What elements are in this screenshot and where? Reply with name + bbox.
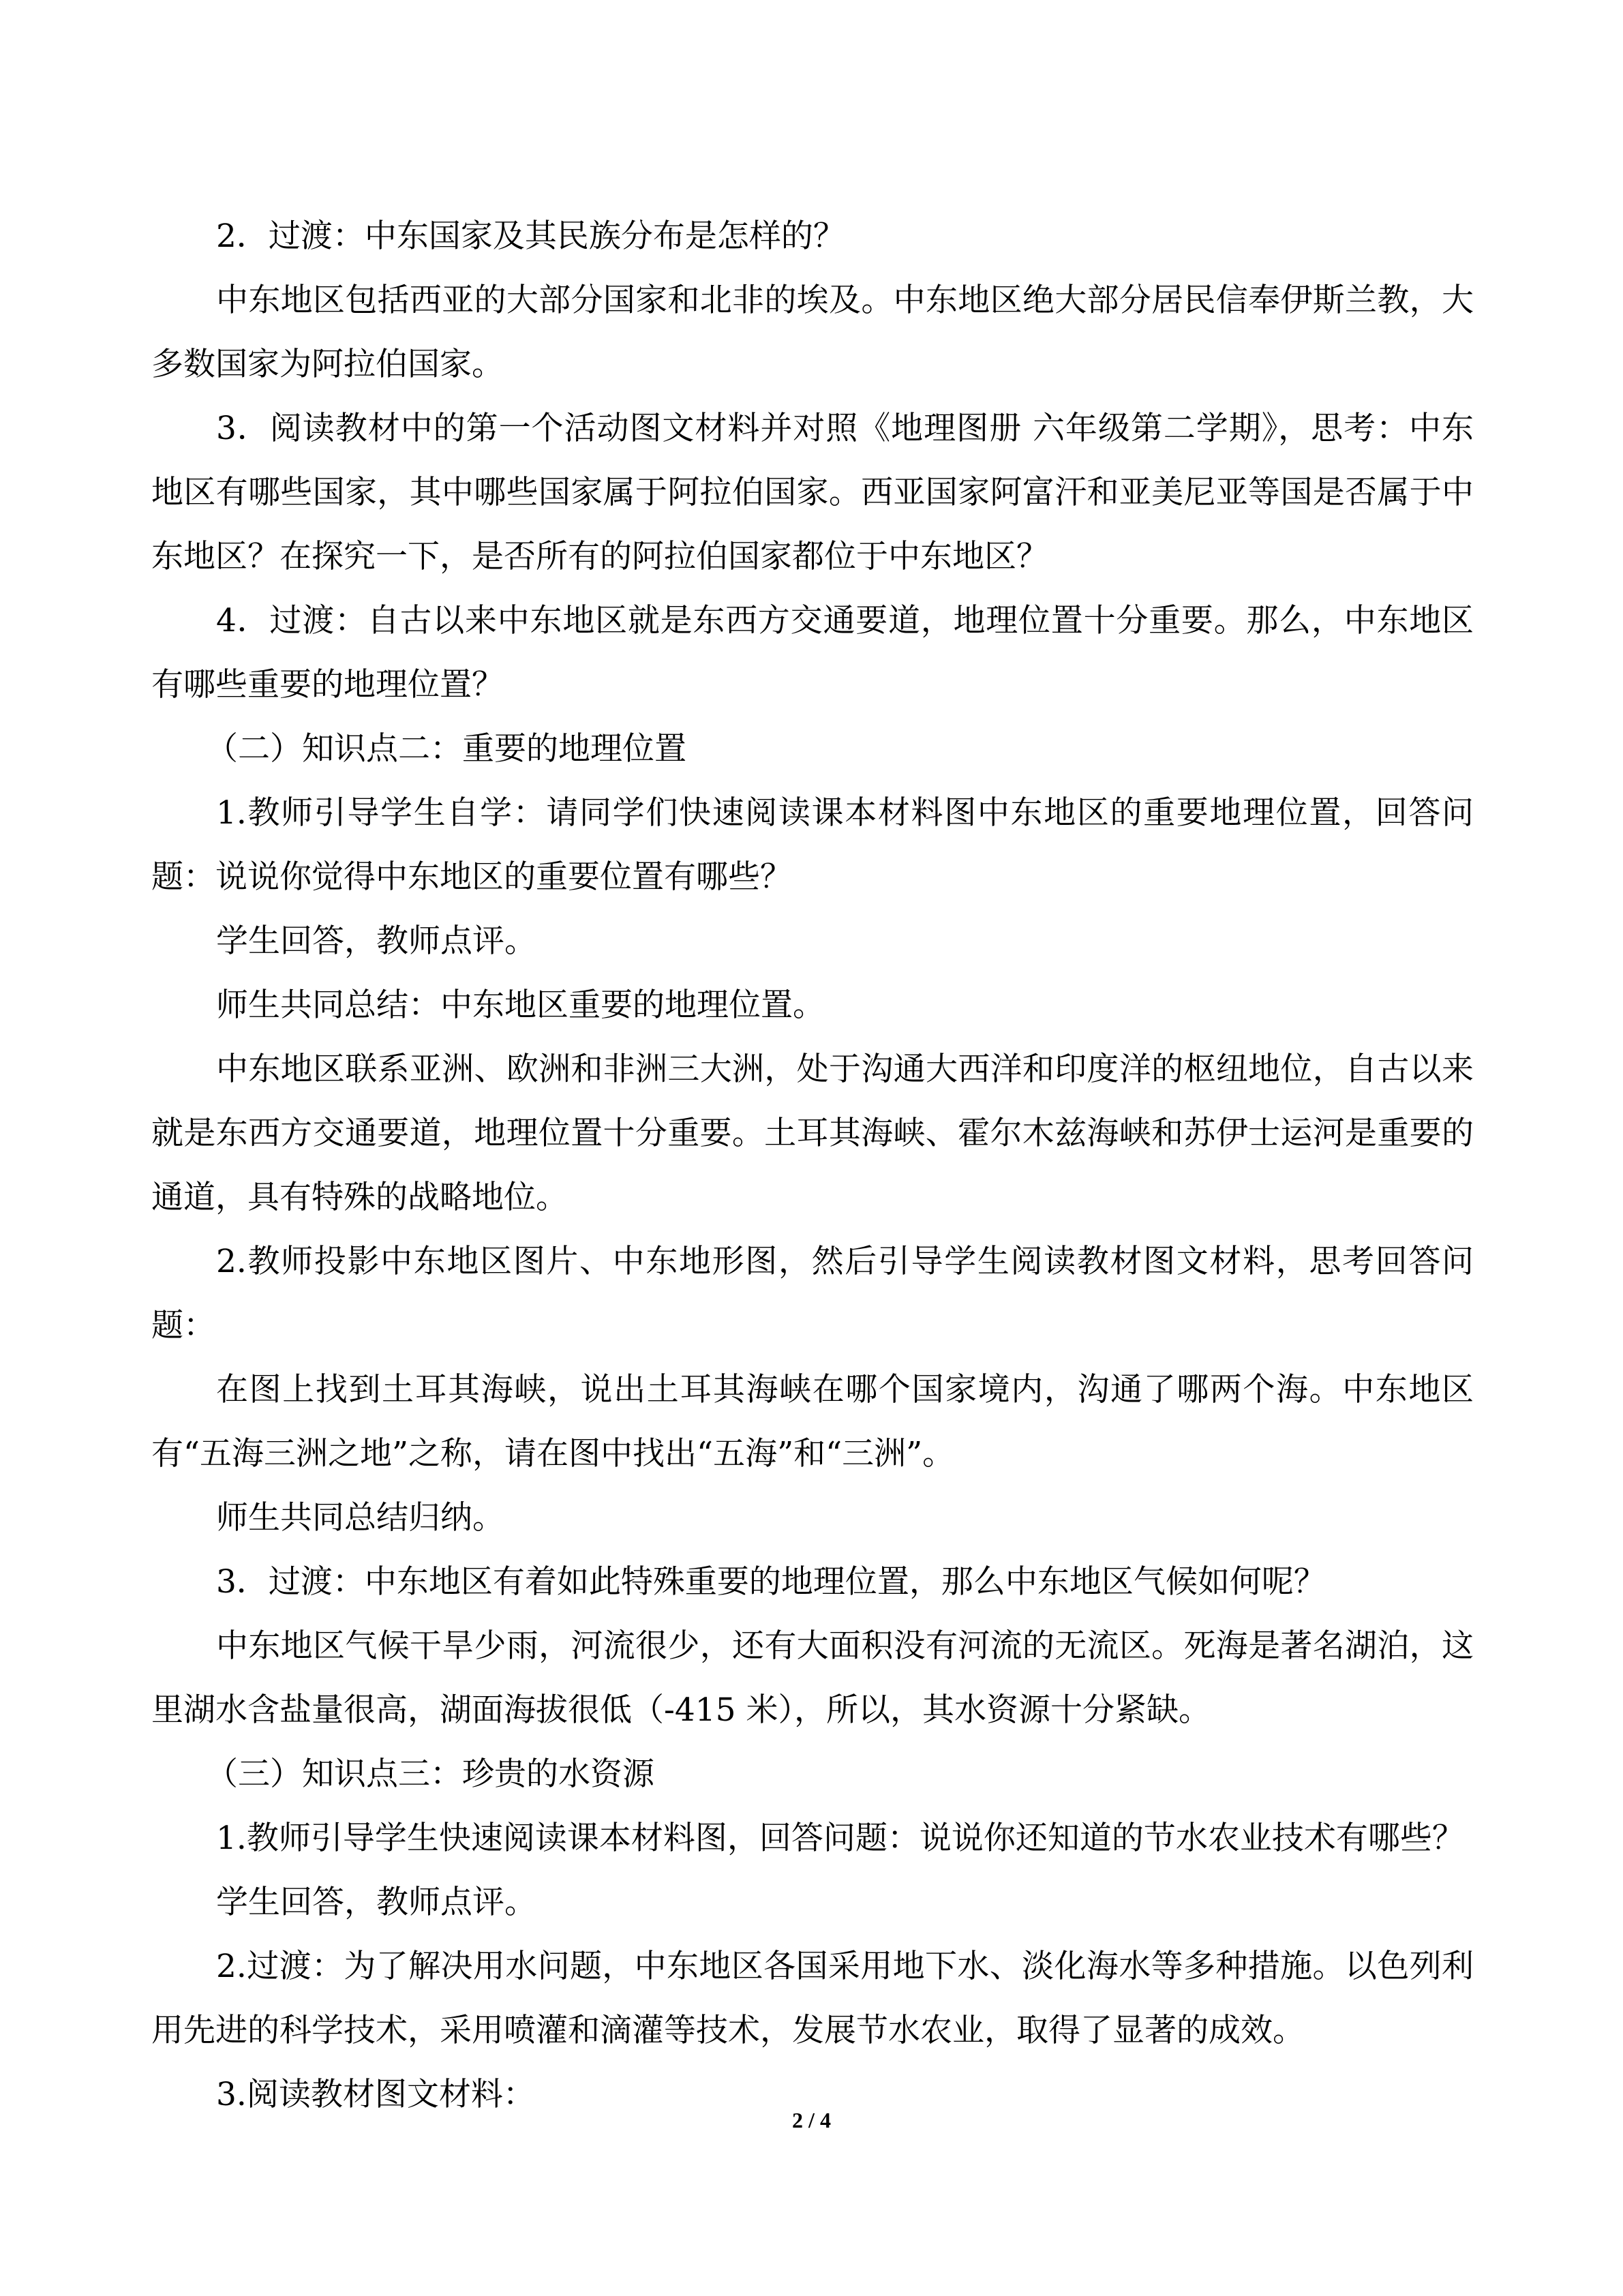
document-body [151, 205, 1474, 2127]
paragraph: 中东地区联系亚洲、欧洲和非洲三大洲，处于沟通大西洋和印度洋的枢纽地位，自古以来就是东西方交通要道，地理位置十分重要。土耳其海峡、霍尔木兹海峡和苏伊士运河是重要的通道，具有特殊的战略地位。 [151, 1051, 1474, 1216]
paragraph: 师生共同总结：中东地区重要的地理位置。 [216, 986, 825, 1024]
paragraph: 中东地区包括西亚的大部分国家和北非的埃及。中东地区绝大部分居民信奉伊斯兰教，大多数国家为阿拉伯国家。 [151, 282, 1474, 383]
paragraph: 2.过渡：为了解决用水问题，中东地区各国采用地下水、淡化海水等多种措施。以色列利用先进的科学技术，采用喷灌和滴灌等技术，发展节水农业，取得了显著的成效。 [151, 1948, 1474, 2049]
paragraph: 学生回答，教师点评。 [216, 922, 536, 960]
paragraph: 师生共同总结归纳。 [216, 1499, 504, 1537]
paragraph: 3．阅读教材中的第一个活动图文材料并对照《地理图册 六年级第二学期》，思考：中东地区有哪些国家，其中哪些国家属于阿拉伯国家。西亚国家阿富汗和亚美尼亚等国是否属于中东地区？在探究一下，是否所有的阿拉伯国家都位于中东地区？ [151, 410, 1474, 575]
paragraph: 学生回答，教师点评。 [216, 1884, 536, 1921]
paragraph: 中东地区气候干旱少雨，河流很少，还有大面积没有河流的无流区。死海是著名湖泊，这里湖水含盐量很高，湖面海拔很低（-415 米），所以，其水资源十分紧缺。 [151, 1627, 1474, 1729]
paragraph: 1.教师引导学生快速阅读课本材料图，回答问题：说说你还知道的节水农业技术有哪些？ [216, 1819, 1464, 1857]
section-heading: （二）知识点二：重要的地理位置 [206, 730, 686, 768]
paragraph: 1.教师引导学生自学：请同学们快速阅读课本材料图中东地区的重要地理位置，回答问题：说说你觉得中东地区的重要位置有哪些？ [151, 794, 1474, 896]
page-number: 2 / 4 [792, 2108, 831, 2132]
paragraph: 3．过渡：中东地区有着如此特殊重要的地理位置，那么中东地区气候如何呢？ [216, 1563, 1326, 1601]
paragraph: 3.阅读教材图文材料： [216, 2076, 535, 2113]
section-heading: （三）知识点三：珍贵的水资源 [206, 1755, 654, 1793]
paragraph: 2.教师投影中东地区图片、中东地形图，然后引导学生阅读教材图文材料，思考回答问题： [151, 1243, 1474, 1344]
paragraph: 4．过渡：自古以来中东地区就是东西方交通要道，地理位置十分重要。那么，中东地区有哪些重要的地理位置？ [151, 602, 1474, 704]
paragraph: 2．过渡：中东国家及其民族分布是怎样的？ [216, 217, 845, 255]
paragraph: 在图上找到土耳其海峡，说出土耳其海峡在哪个国家境内，沟通了哪两个海。中东地区有“五海三洲之地”之称，请在图中找出“五海”和“三洲”。 [151, 1371, 1474, 1472]
